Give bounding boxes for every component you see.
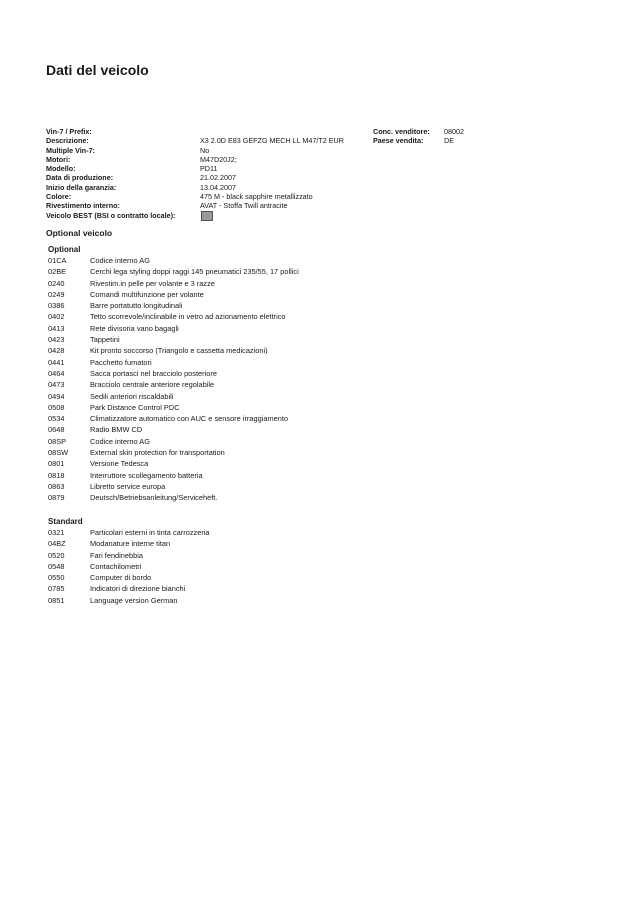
option-code: 0402 bbox=[48, 312, 65, 322]
option-code: 0520 bbox=[48, 550, 65, 560]
option-code: 08SP bbox=[48, 436, 67, 446]
equipment-row bbox=[48, 583, 448, 594]
dealer-block bbox=[373, 127, 493, 146]
page-title: Dati del veicolo bbox=[46, 62, 149, 78]
option-description: Rete divisoria vano bagagli bbox=[90, 323, 179, 333]
equipment-row bbox=[48, 572, 448, 583]
field-value: DE bbox=[444, 136, 454, 146]
equipment-row bbox=[48, 492, 448, 503]
equipment-row bbox=[48, 402, 448, 413]
option-description: Comandi multifunzione per volante bbox=[90, 289, 204, 299]
equipment-row bbox=[48, 538, 448, 549]
equipment-row bbox=[48, 391, 448, 402]
option-description: Rivestim.in pelle per volante e 3 razze bbox=[90, 278, 215, 288]
option-description: Sedili anteriori riscaldabili bbox=[90, 391, 174, 401]
equipment-row bbox=[48, 255, 448, 266]
option-description: Park Distance Control PDC bbox=[90, 402, 180, 412]
best-checkbox[interactable] bbox=[201, 211, 213, 221]
option-description: Codice interno AG bbox=[90, 256, 150, 265]
option-description: Sacca portasci nel bracciolo posteriore bbox=[90, 368, 217, 378]
option-code: 0428 bbox=[48, 346, 65, 356]
field-row bbox=[46, 164, 346, 173]
option-description: External skin protection for transportation bbox=[90, 448, 225, 458]
option-description: Codice interno AG bbox=[90, 436, 150, 446]
equipment-row bbox=[48, 413, 448, 424]
field-value: M47D20J2; bbox=[200, 154, 237, 164]
option-code: 0548 bbox=[48, 561, 65, 571]
field-row bbox=[46, 192, 346, 201]
equipment-row bbox=[48, 458, 448, 469]
equipment-row bbox=[48, 424, 448, 435]
field-label: Descrizione: bbox=[46, 136, 89, 146]
option-code: 0249 bbox=[48, 289, 65, 299]
field-row bbox=[373, 136, 493, 145]
option-code: 0413 bbox=[48, 323, 65, 333]
option-description: Deutsch/Betriebsanleitung/Serviceheft. bbox=[90, 493, 218, 503]
field-label: Veicolo BEST (BSI o contratto locale): bbox=[46, 210, 176, 220]
option-code: 0494 bbox=[48, 391, 65, 401]
equipment-row bbox=[48, 323, 448, 334]
option-description: Contachilometri bbox=[90, 561, 142, 571]
option-code: 0464 bbox=[48, 368, 65, 378]
standard-group bbox=[48, 516, 448, 606]
field-row bbox=[46, 155, 346, 164]
option-description: Computer di bordo bbox=[90, 573, 152, 583]
option-description: Fari fendinebbia bbox=[90, 550, 144, 560]
option-code: 0534 bbox=[48, 414, 65, 424]
equipment-row bbox=[48, 357, 448, 368]
option-code: 04BZ bbox=[48, 539, 66, 549]
field-value: 13.04.2007 bbox=[200, 182, 236, 192]
field-row bbox=[46, 211, 346, 220]
option-code: 0785 bbox=[48, 584, 65, 594]
equipment-row bbox=[48, 379, 448, 390]
field-row bbox=[46, 127, 346, 136]
option-code: 0386 bbox=[48, 301, 65, 311]
equipment-row bbox=[48, 470, 448, 481]
equipment-row bbox=[48, 368, 448, 379]
field-label: Multiple Vin-7: bbox=[46, 145, 95, 155]
field-row bbox=[46, 136, 346, 145]
field-row bbox=[373, 127, 493, 136]
field-value: 475 M - black sapphire metallizzato bbox=[200, 192, 313, 202]
field-value: AVAT - Stoffa Twill antracite bbox=[200, 201, 288, 211]
option-code: 0321 bbox=[48, 528, 65, 537]
field-row bbox=[46, 146, 346, 155]
equipment-row bbox=[48, 345, 448, 356]
equipment-heading: Optional veicolo bbox=[46, 228, 113, 238]
field-value: X3 2.0D E83 GEFZG MECH LL M47/T2 EUR bbox=[200, 136, 344, 146]
option-description: Pacchetto fumatori bbox=[90, 357, 152, 367]
field-value: 21.02.2007 bbox=[200, 173, 236, 183]
field-label: Paese vendita: bbox=[373, 136, 424, 146]
option-code: 0473 bbox=[48, 380, 65, 390]
vehicle-field-list bbox=[46, 127, 346, 220]
option-description: Barre portatutto longitudinali bbox=[90, 301, 183, 311]
option-code: 01CA bbox=[48, 256, 67, 265]
field-value: PD11 bbox=[200, 164, 218, 174]
option-code: 08SW bbox=[48, 448, 69, 458]
field-label: Colore: bbox=[46, 192, 72, 202]
group-title: Standard bbox=[48, 517, 83, 526]
optional-group bbox=[48, 244, 448, 504]
field-label: Motori: bbox=[46, 154, 71, 164]
equipment-row bbox=[48, 289, 448, 300]
option-description: Tetto scorrevole/inclinabile in vetro ad azionamento elettrico bbox=[90, 312, 286, 322]
field-row bbox=[46, 173, 346, 182]
option-code: 0863 bbox=[48, 481, 65, 491]
option-description: Modanature interne titan bbox=[90, 539, 171, 549]
equipment-row bbox=[48, 550, 448, 561]
option-description: Libretto service europa bbox=[90, 481, 166, 491]
option-code: 0648 bbox=[48, 425, 65, 435]
option-code: 0423 bbox=[48, 335, 65, 345]
group-title: Optional bbox=[48, 245, 81, 254]
option-description: Particolari esterni in tinta carrozzeria bbox=[90, 528, 210, 537]
option-code: 0801 bbox=[48, 459, 65, 469]
field-label: Data di produzione: bbox=[46, 173, 114, 183]
option-description: Bracciolo centrale anteriore regolabile bbox=[90, 380, 215, 390]
equipment-row bbox=[48, 481, 448, 492]
field-label: Vin-7 / Prefix: bbox=[46, 127, 92, 136]
equipment-row bbox=[48, 447, 448, 458]
option-code: 0240 bbox=[48, 278, 65, 288]
option-code: 0550 bbox=[48, 573, 65, 583]
equipment-row bbox=[48, 311, 448, 322]
option-description: Versione Tedesca bbox=[90, 459, 149, 469]
equipment-row bbox=[48, 561, 448, 572]
option-description: Tappetini bbox=[90, 335, 120, 345]
equipment-row bbox=[48, 527, 448, 538]
equipment-row bbox=[48, 300, 448, 311]
option-code: 0441 bbox=[48, 357, 65, 367]
option-description: Cerchi lega styling doppi raggi 145 pneumatici 235/55, 17 pollici bbox=[90, 267, 299, 277]
option-code: 0879 bbox=[48, 493, 65, 503]
option-description: Interruttore scollegamento batteria bbox=[90, 470, 203, 480]
option-description: Radio BMW CD bbox=[90, 425, 143, 435]
field-label: Rivestimento interno: bbox=[46, 201, 120, 211]
equipment-row bbox=[48, 278, 448, 289]
equipment-row bbox=[48, 595, 448, 606]
option-description: Indicatori di direzione bianchi bbox=[90, 584, 186, 594]
equipment-row bbox=[48, 266, 448, 277]
field-row bbox=[46, 183, 346, 192]
option-description: Kit pronto soccorso (Triangolo e cassetta medicazioni) bbox=[90, 346, 268, 356]
equipment-row bbox=[48, 436, 448, 447]
equipment-row bbox=[48, 334, 448, 345]
field-value: No bbox=[200, 145, 210, 155]
option-code: 0818 bbox=[48, 470, 65, 480]
option-code: 02BE bbox=[48, 267, 67, 277]
option-code: 0508 bbox=[48, 402, 65, 412]
option-description: Language version German bbox=[90, 595, 178, 605]
field-label: Inizio della garanzia: bbox=[46, 182, 117, 192]
option-code: 0851 bbox=[48, 595, 65, 605]
field-label: Conc. venditore: bbox=[373, 127, 430, 136]
option-description: Climatizzatore automatico con AUC e sensore irraggiamento bbox=[90, 414, 288, 424]
field-value: 08002 bbox=[444, 127, 464, 136]
field-label: Modello: bbox=[46, 164, 76, 174]
field-row bbox=[46, 201, 346, 210]
